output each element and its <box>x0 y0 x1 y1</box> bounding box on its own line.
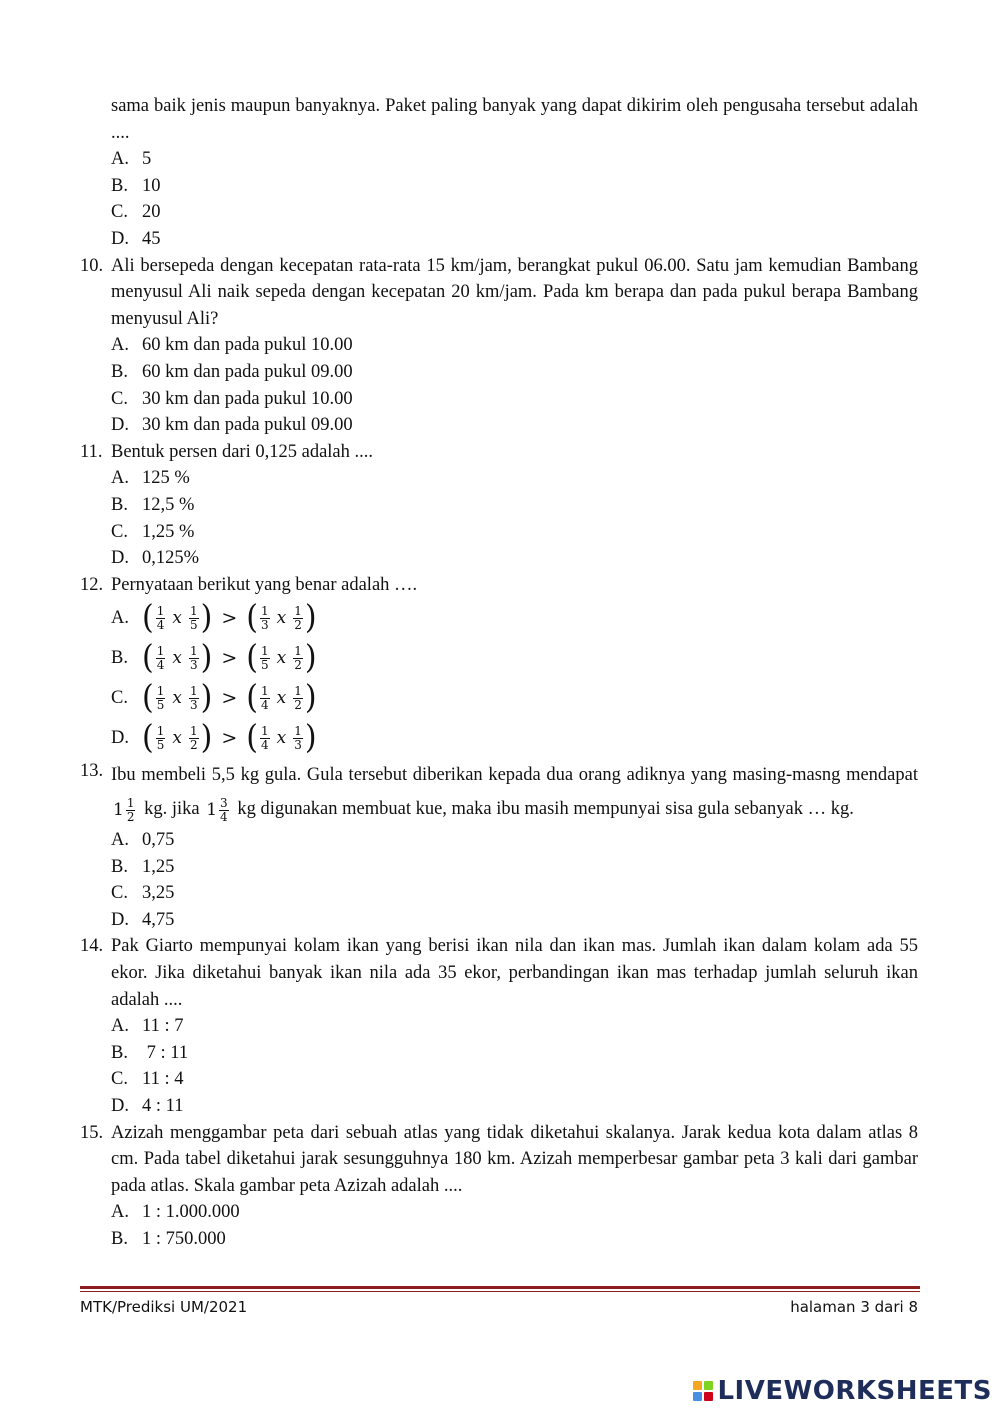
right-paren: ) <box>200 598 213 637</box>
option-13d[interactable] <box>111 907 918 934</box>
option-11a[interactable] <box>111 465 918 492</box>
grid-square <box>693 1392 702 1401</box>
mixed-fraction <box>113 793 137 827</box>
fraction <box>189 645 199 672</box>
option-text: 11 : 7 <box>142 1016 184 1037</box>
option-10c[interactable] <box>111 386 918 413</box>
footer-page-number: halaman 3 dari 8 <box>790 1298 918 1316</box>
left-paren: ( <box>142 598 154 637</box>
option-text: 125 % <box>142 468 190 489</box>
option-text: 20 <box>142 202 161 223</box>
option-12b[interactable] <box>111 638 918 678</box>
question-15-stem: Azizah menggambar peta dari sebuah atlas yang tidak diketahui skalanya. Jarak kedua kota dalam atlas 8 cm. Pada tabel diketahui jarak sesungguhnya 180 km. Azizah memperbesar gambar peta 3 kali dari gambar pada atlas. Skala gambar peta Azizah adalah .... <box>111 1122 918 1196</box>
option-9b[interactable] <box>111 173 918 200</box>
numerator: 1 <box>189 683 198 698</box>
fraction <box>126 797 136 824</box>
option-label: A. <box>111 468 129 489</box>
option-10a[interactable] <box>111 332 918 359</box>
option-text: 0,125% <box>142 548 200 569</box>
option-label: A. <box>111 1202 129 1223</box>
mixed-fraction <box>206 793 230 827</box>
times-sign: x <box>172 647 182 668</box>
option-label: D. <box>111 228 129 249</box>
option-text: 30 km dan pada pukul 09.00 <box>142 415 353 436</box>
option-12c[interactable] <box>111 678 918 718</box>
question-13 <box>80 758 918 933</box>
numerator: 1 <box>294 643 302 658</box>
option-label: A. <box>111 149 129 170</box>
option-label: B. <box>111 648 128 669</box>
fraction-comparison <box>142 678 317 717</box>
left-paren: ( <box>142 678 154 717</box>
numerator: 1 <box>189 643 198 658</box>
option-label: B. <box>111 361 128 382</box>
option-label: B. <box>111 494 128 515</box>
fraction <box>219 797 229 824</box>
question-14-options <box>111 1013 918 1119</box>
question-12 <box>80 572 918 759</box>
option-13c[interactable] <box>111 880 918 907</box>
question-15-options <box>111 1199 918 1252</box>
numerator: 1 <box>156 683 165 698</box>
denominator: 2 <box>294 697 302 712</box>
fraction <box>189 685 199 712</box>
denominator: 3 <box>294 737 302 752</box>
times-sign: x <box>276 647 287 668</box>
numerator: 1 <box>126 795 135 810</box>
question-10 <box>80 253 918 439</box>
numerator: 1 <box>260 683 269 698</box>
greater-than-sign: > <box>221 686 238 709</box>
right-paren: ) <box>200 718 213 757</box>
option-15a[interactable] <box>111 1199 918 1226</box>
fraction <box>260 685 270 712</box>
footer-rule-thick <box>80 1286 920 1289</box>
fraction-comparison <box>142 718 317 757</box>
option-label: D. <box>111 415 129 436</box>
times-sign: x <box>276 687 287 708</box>
numerator: 1 <box>156 723 165 738</box>
option-label: C. <box>111 521 128 542</box>
option-14b[interactable] <box>111 1040 918 1067</box>
denominator: 2 <box>294 657 302 672</box>
question-number: 12. <box>80 574 104 595</box>
times-sign: x <box>172 727 182 748</box>
right-paren: ) <box>304 718 317 757</box>
option-label: B. <box>111 1228 128 1249</box>
option-label: B. <box>111 1042 128 1063</box>
option-label: C. <box>111 202 128 223</box>
question-number: 13. <box>80 761 104 782</box>
denominator: 4 <box>260 737 269 752</box>
numerator: 1 <box>260 643 269 658</box>
option-text: 1,25 <box>142 856 175 877</box>
option-label: D. <box>111 728 129 749</box>
grid-square <box>704 1381 713 1390</box>
numerator: 1 <box>294 603 302 618</box>
left-paren: ( <box>142 638 154 677</box>
option-15b[interactable] <box>111 1226 918 1253</box>
grid-square <box>693 1381 702 1390</box>
stem-text: kg digunakan membuat kue, maka ibu masih mempunyai sisa gula sebanyak … kg. <box>237 799 854 820</box>
option-label: D. <box>111 909 129 930</box>
right-paren: ) <box>304 598 317 637</box>
option-text: 1 : 750.000 <box>142 1228 226 1249</box>
fraction <box>293 725 303 752</box>
question-number: 14. <box>80 936 104 957</box>
denominator: 4 <box>156 617 165 632</box>
option-label: B. <box>111 856 128 877</box>
fraction <box>260 645 270 672</box>
liveworksheets-grid-icon <box>693 1381 713 1401</box>
denominator: 3 <box>189 697 198 712</box>
fraction <box>189 605 199 632</box>
times-sign: x <box>172 607 182 628</box>
option-label: C. <box>111 388 128 409</box>
option-9d[interactable] <box>111 226 918 253</box>
question-11-stem: Bentuk persen dari 0,125 adalah .... <box>111 441 374 462</box>
question-10-options <box>111 332 918 438</box>
fraction <box>156 645 166 672</box>
option-label: C. <box>111 688 128 709</box>
option-text: 3,25 <box>142 883 175 904</box>
option-14d[interactable] <box>111 1093 918 1120</box>
option-text: 7 : 11 <box>142 1042 189 1063</box>
fraction <box>260 725 270 752</box>
left-paren: ( <box>246 678 258 717</box>
fraction <box>293 645 303 672</box>
option-label: A. <box>111 1016 129 1037</box>
numerator: 1 <box>156 603 165 618</box>
denominator: 4 <box>156 657 165 672</box>
option-label: A. <box>111 608 129 629</box>
option-text: 0,75 <box>142 830 175 851</box>
times-sign: x <box>172 687 182 708</box>
option-text: 1 : 1.000.000 <box>142 1202 240 1223</box>
option-12a[interactable] <box>111 598 918 638</box>
option-14a[interactable] <box>111 1013 918 1040</box>
option-label: D. <box>111 548 129 569</box>
denominator: 3 <box>260 617 269 632</box>
denominator: 5 <box>260 657 269 672</box>
option-11c[interactable] <box>111 519 918 546</box>
left-paren: ( <box>246 598 258 637</box>
right-paren: ) <box>200 678 213 717</box>
question-number: 10. <box>80 255 104 276</box>
liveworksheets-wordmark: LIVEWORKSHEETS <box>717 1376 992 1406</box>
option-9c[interactable] <box>111 199 918 226</box>
option-label: C. <box>111 883 128 904</box>
fraction <box>156 725 166 752</box>
denominator: 5 <box>189 617 198 632</box>
option-label: B. <box>111 175 128 196</box>
option-11d[interactable] <box>111 545 918 572</box>
option-text: 45 <box>142 228 161 249</box>
left-paren: ( <box>246 718 258 757</box>
stem-text: Ibu membeli 5,5 kg gula. Gula tersebut diberikan kepada dua orang adiknya yang masing-masng mendapat <box>111 765 918 786</box>
question-14 <box>80 933 918 1119</box>
fraction <box>293 685 303 712</box>
question-10-stem: Ali bersepeda dengan kecepatan rata-rata 15 km/jam, berangkat pukul 06.00. Satu jam kemudian Bambang menyusul Ali naik sepeda dengan kecepatan 20 km/jam. Pada km berapa dan pada pukul berapa Bambang menyusul Ali? <box>111 255 918 329</box>
denominator: 2 <box>126 809 135 824</box>
question-11-options <box>111 465 918 571</box>
right-paren: ) <box>200 638 213 677</box>
numerator: 1 <box>294 683 302 698</box>
option-13a[interactable] <box>111 827 918 854</box>
numerator: 1 <box>189 723 198 738</box>
footer-doc-code: MTK/Prediksi UM/2021 <box>80 1298 248 1316</box>
option-text: 4 : 11 <box>142 1095 184 1116</box>
question-12-stem: Pernyataan berikut yang benar adalah …. <box>111 574 418 595</box>
times-sign: x <box>276 727 287 748</box>
numerator: 1 <box>294 723 302 738</box>
question-15 <box>80 1120 918 1253</box>
option-label: A. <box>111 830 129 851</box>
option-14c[interactable] <box>111 1066 918 1093</box>
footer-rule-thin <box>80 1291 920 1292</box>
denominator: 2 <box>189 737 198 752</box>
option-11b[interactable] <box>111 492 918 519</box>
option-text: 10 <box>142 175 161 196</box>
numerator: 3 <box>220 795 228 810</box>
question-number: 15. <box>80 1122 104 1143</box>
question-14-stem: Pak Giarto mempunyai kolam ikan yang berisi ikan nila dan ikan mas. Jumlah ikan dalam kolam ada 55 ekor. Jika diketahui banyak ikan nila ada 35 ekor, perbandingan ikan mas terhadap jumlah seluruh ikan adalah .... <box>111 936 918 1010</box>
question-number: 11. <box>80 441 103 462</box>
numerator: 1 <box>189 603 198 618</box>
right-paren: ) <box>304 678 317 717</box>
numerator: 1 <box>260 723 269 738</box>
question-9-options <box>111 146 918 252</box>
fraction <box>260 605 270 632</box>
fraction <box>189 725 199 752</box>
option-13b[interactable] <box>111 854 918 881</box>
numerator: 1 <box>156 643 165 658</box>
greater-than-sign: > <box>221 646 238 669</box>
fraction <box>156 605 166 632</box>
option-text: 4,75 <box>142 909 175 930</box>
option-label: A. <box>111 335 129 356</box>
greater-than-sign: > <box>221 606 238 629</box>
numerator: 1 <box>260 603 269 618</box>
whole-number: 1 <box>113 800 124 821</box>
question-13-stem <box>111 758 918 827</box>
stem-text: kg. jika <box>144 799 200 820</box>
option-label: D. <box>111 1095 129 1116</box>
question-12-options <box>111 598 918 758</box>
left-paren: ( <box>142 718 154 757</box>
option-text: 30 km dan pada pukul 10.00 <box>142 388 353 409</box>
option-text: 5 <box>142 149 152 170</box>
option-12d[interactable] <box>111 718 918 758</box>
denominator: 4 <box>260 697 269 712</box>
option-text: 12,5 % <box>142 494 195 515</box>
denominator: 2 <box>294 617 302 632</box>
question-13-options <box>111 827 918 933</box>
question-9-stem-continuation: sama baik jenis maupun banyaknya. Paket paling banyak yang dapat dikirim oleh pengusaha tersebut adalah .... <box>111 96 918 143</box>
fraction <box>293 605 303 632</box>
denominator: 5 <box>156 737 165 752</box>
denominator: 5 <box>156 697 165 712</box>
option-text: 1,25 % <box>142 521 195 542</box>
option-text: 60 km dan pada pukul 10.00 <box>142 335 353 356</box>
option-text: 60 km dan pada pukul 09.00 <box>142 361 353 382</box>
greater-than-sign: > <box>221 726 238 749</box>
denominator: 4 <box>220 809 228 824</box>
question-list <box>80 93 918 1253</box>
whole-number: 1 <box>206 800 218 821</box>
option-9a[interactable] <box>111 146 918 173</box>
question-9-continuation <box>80 93 918 253</box>
fraction <box>156 685 166 712</box>
question-11 <box>80 439 918 572</box>
grid-square <box>704 1392 713 1401</box>
option-label: C. <box>111 1069 128 1090</box>
fraction-comparison <box>142 598 317 637</box>
fraction-comparison <box>142 638 317 677</box>
liveworksheets-logo[interactable] <box>693 1378 992 1405</box>
left-paren: ( <box>246 638 258 677</box>
denominator: 3 <box>189 657 198 672</box>
option-10b[interactable] <box>111 359 918 386</box>
option-10d[interactable] <box>111 412 918 439</box>
option-text: 11 : 4 <box>142 1069 184 1090</box>
times-sign: x <box>276 607 287 628</box>
right-paren: ) <box>304 638 317 677</box>
